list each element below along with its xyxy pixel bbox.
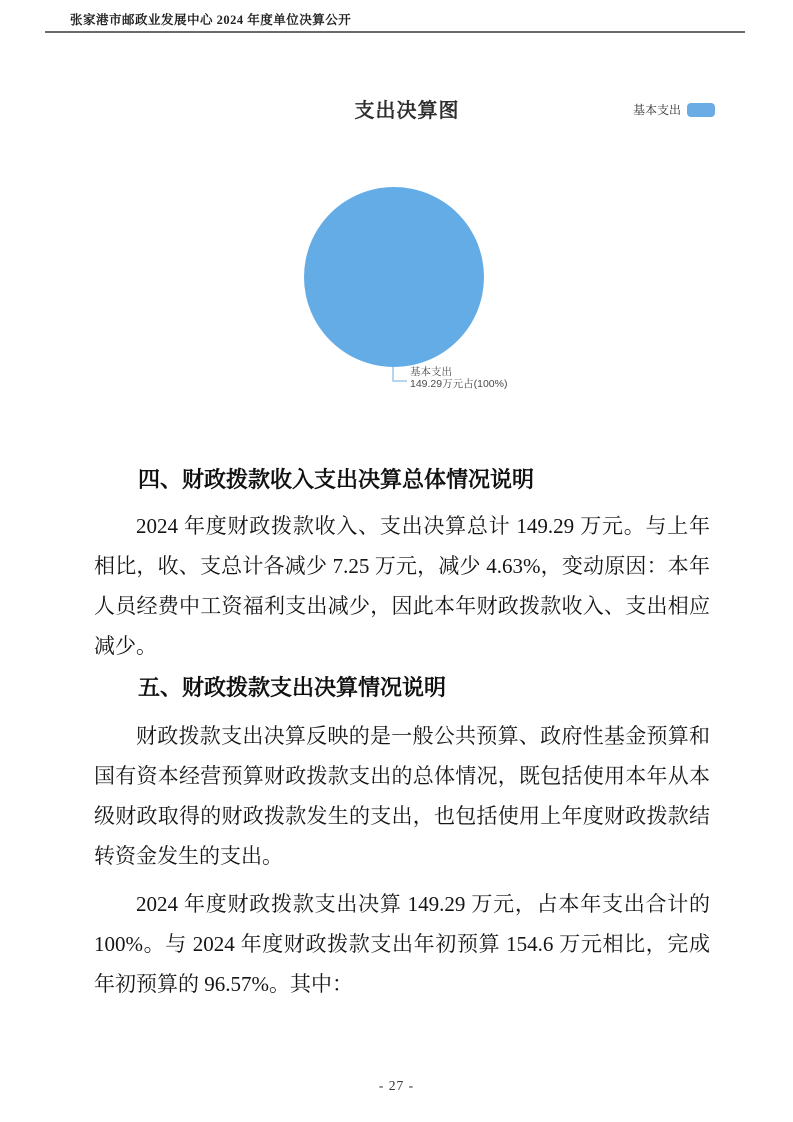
section4-paragraph: 2024 年度财政拨款收入、支出决算总计 149.29 万元。与上年相比，收、支总计各减少 7.25 万元，减少 4.63%，变动原因：本年人员经费中工资福利支出减少，因此本年财政拨款收入、支出相应减少。 (94, 514, 710, 658)
pie-chart (88, 88, 726, 423)
expenditure-chart-container (88, 88, 726, 423)
section5-paragraph-2: 2024 年度财政拨款支出决算 149.29 万元，占本年支出合计的 100%。与 2024 年度财政拨款支出年初预算 154.6 万元相比，完成年初预算的 96.57%。其中： (94, 892, 710, 996)
pie-slice-label-name: 基本支出 (410, 366, 452, 378)
header-rule (45, 31, 745, 33)
pie-label-leader-line (393, 367, 407, 381)
section4-heading: 四、财政拨款收入支出决算总体情况说明 (138, 467, 535, 492)
pie-slice-label (410, 367, 507, 390)
section5-heading: 五、财政拨款支出决算情况说明 (138, 675, 447, 700)
document-body (94, 464, 710, 1004)
page-header-title: 张家港市邮政业发展中心 2024 年度单位决算公开 (70, 13, 352, 27)
section5-paragraph-1: 财政拨款支出决算反映的是一般公共预算、政府性基金预算和国有资本经营预算财政拨款支出的总体情况，既包括使用本年从本级财政取得的财政拨款发生的支出，也包括使用上年度财政拨款结转资金发生的支出。 (94, 724, 710, 868)
pie-slice-label-value: 149.29万元占(100%) (410, 377, 508, 390)
chart-title: 支出决算图 (354, 100, 460, 122)
page-number: - 27 - (378, 1078, 415, 1093)
legend-item-label: 基本支出 (632, 103, 681, 117)
pie-slice-basic-expenditure (304, 187, 484, 367)
